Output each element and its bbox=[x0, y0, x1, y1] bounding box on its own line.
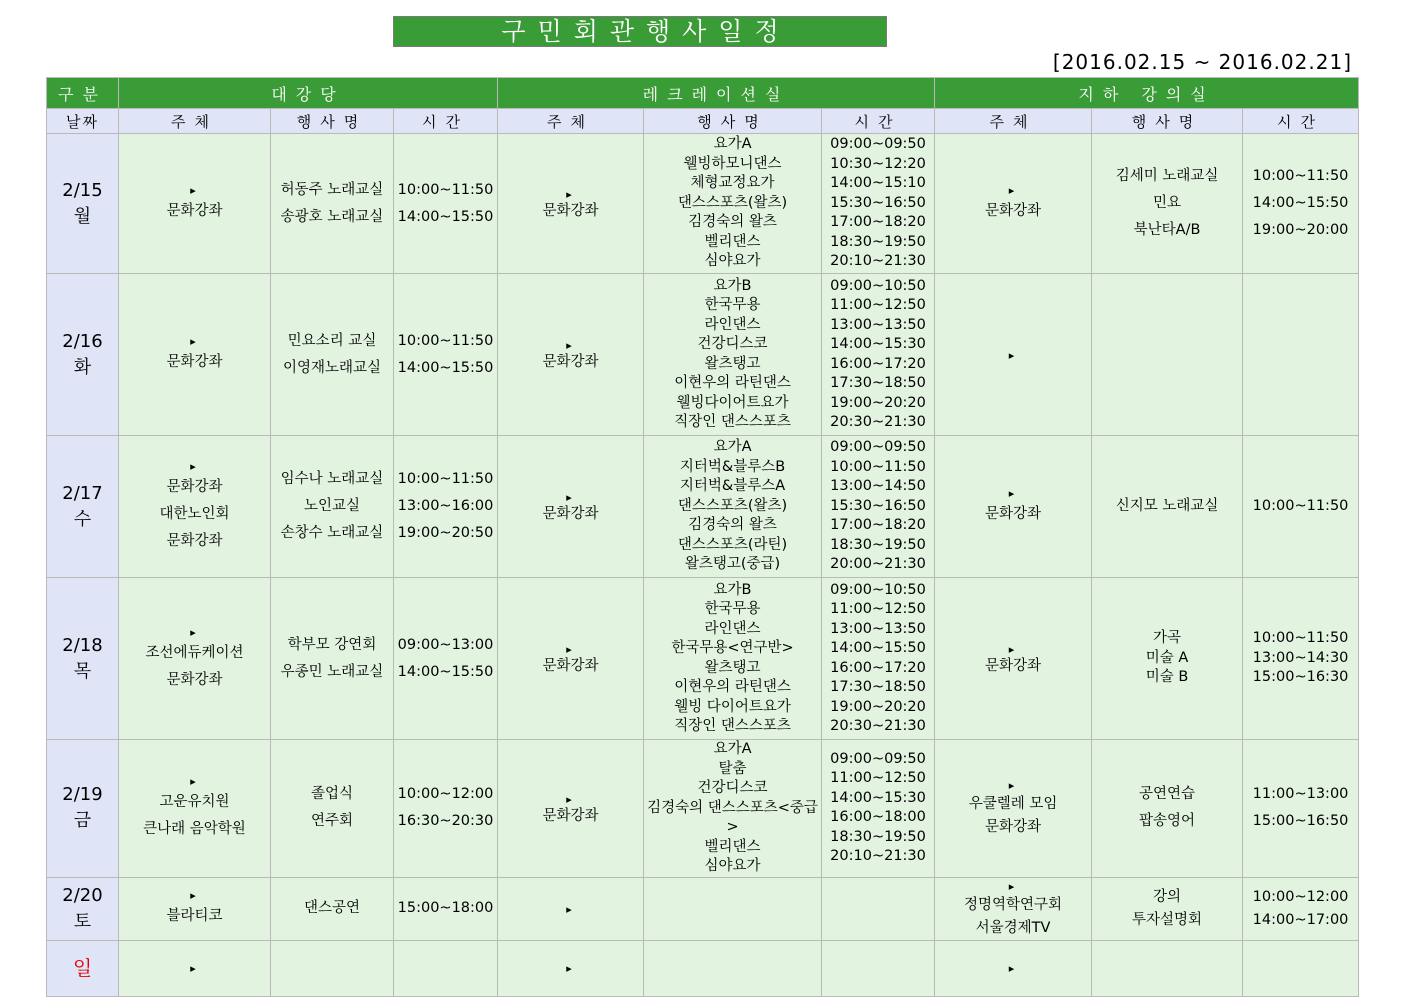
rec-event: 지터벅&블루스A bbox=[679, 478, 786, 495]
base-time: 15:00~16:50 bbox=[1252, 813, 1349, 830]
hall-time: 15:00~18:00 bbox=[397, 900, 494, 916]
base-event-cell bbox=[1092, 274, 1243, 436]
rec-event: 요가A bbox=[713, 741, 752, 757]
date-cell bbox=[47, 940, 119, 996]
base-time-cell bbox=[1243, 134, 1359, 274]
rec-event: 댄스스포츠(라틴) bbox=[677, 536, 788, 553]
hall-event-cell bbox=[271, 740, 394, 878]
day-weekday: 월 bbox=[73, 205, 92, 227]
base-event-cell bbox=[1092, 877, 1243, 940]
hall-time: 10:00~11:50 bbox=[397, 181, 494, 198]
rec-event: 한국무용 bbox=[704, 601, 761, 617]
base-time: 10:00~11:50 bbox=[1252, 630, 1349, 647]
base-time-cell bbox=[1243, 740, 1359, 878]
rec-host-cell bbox=[498, 134, 644, 274]
rec-time-cell bbox=[822, 134, 935, 274]
rec-time: 20:30~21:30 bbox=[830, 414, 926, 430]
rec-event: 요가B bbox=[713, 581, 752, 598]
hall-event-cell bbox=[271, 578, 394, 740]
rec-time: 16:00~17:20 bbox=[830, 659, 926, 676]
rec-event: 웰빙하모니댄스 bbox=[683, 155, 782, 172]
rec-time: 09:00~09:50 bbox=[830, 750, 926, 767]
day-row bbox=[47, 578, 1359, 740]
category-header: 구분 bbox=[47, 78, 119, 109]
hall-host: 대한노인회 bbox=[159, 506, 230, 522]
hall-event: 댄스공연 bbox=[303, 900, 361, 916]
hall-host-cell bbox=[119, 274, 271, 436]
day-date: 2/19 bbox=[62, 784, 103, 806]
day-row bbox=[47, 274, 1359, 436]
basement-header: 지하 강의실 bbox=[935, 78, 1359, 109]
hall-event-cell bbox=[271, 436, 394, 578]
hall-event-cell bbox=[271, 134, 394, 274]
rec-event: 댄스스포츠(왈츠) bbox=[677, 497, 788, 514]
rec-event: 김경숙의 왈츠 bbox=[688, 214, 777, 231]
rec-event-cell bbox=[644, 940, 822, 996]
base-event-cell bbox=[1092, 578, 1243, 740]
hall-host-cell bbox=[119, 134, 271, 274]
rec-time-cell bbox=[822, 940, 935, 996]
rec-host-cell bbox=[498, 436, 644, 578]
rec-event: 이현우의 라틴댄스 bbox=[674, 679, 791, 695]
rec-event: 직장인 댄스스포츠 bbox=[674, 718, 791, 734]
rec-event-cell bbox=[644, 436, 822, 578]
rec-time-header: 시간 bbox=[822, 109, 935, 134]
rec-time: 19:00~20:20 bbox=[830, 394, 926, 411]
day-weekday: 토 bbox=[73, 910, 92, 932]
hall-event: 노인교실 bbox=[303, 498, 361, 514]
rec-time: 20:30~21:30 bbox=[830, 718, 926, 734]
rec-time: 10:30~12:20 bbox=[830, 155, 926, 172]
hall-event: 민요소리 교실 bbox=[287, 332, 377, 349]
rec-event: 요가A bbox=[713, 439, 752, 456]
date-cell bbox=[47, 436, 119, 578]
hall-host: ▸ 문화강좌 bbox=[166, 479, 223, 495]
rec-time: 16:00~18:00 bbox=[830, 809, 926, 826]
base-time: 11:00~13:00 bbox=[1252, 786, 1349, 803]
base-host: ▸ 문화강좌 bbox=[985, 506, 1042, 522]
rec-time: 09:00~09:50 bbox=[830, 136, 926, 153]
rec-time: 14:00~15:30 bbox=[830, 789, 926, 806]
rec-time-cell bbox=[822, 436, 935, 578]
rec-time-cell bbox=[822, 877, 935, 940]
rec-time: 20:10~21:30 bbox=[830, 848, 926, 865]
hall-time-header: 시간 bbox=[394, 109, 498, 134]
rec-event: 이현우의 라틴댄스 bbox=[674, 375, 791, 391]
hall-time-cell bbox=[394, 877, 498, 940]
rec-host-cell bbox=[498, 274, 644, 436]
rec-event: 요가B bbox=[713, 277, 752, 294]
day-weekday: 화 bbox=[73, 356, 92, 378]
base-event-cell bbox=[1092, 740, 1243, 878]
day-row bbox=[47, 877, 1359, 940]
day-row bbox=[47, 436, 1359, 578]
base-time: 14:00~17:00 bbox=[1252, 911, 1349, 928]
hall-host-cell bbox=[119, 578, 271, 740]
base-host-cell bbox=[935, 877, 1092, 940]
hall-host: 큰나래 음악학원 bbox=[143, 821, 246, 838]
base-time-cell bbox=[1243, 578, 1359, 740]
hall-host: 문화강좌 bbox=[166, 533, 223, 549]
date-cell bbox=[47, 740, 119, 878]
rec-time: 18:30~19:50 bbox=[830, 233, 926, 250]
rec-event: 김경숙의 댄스스포츠<중급> bbox=[647, 799, 818, 835]
rec-host: ▸ 문화강좌 bbox=[542, 807, 599, 824]
day-date: 2/18 bbox=[62, 634, 103, 656]
hall-event: 학부모 강연회 bbox=[287, 636, 377, 653]
hall-host-cell bbox=[119, 740, 271, 878]
rec-time: 20:00~21:30 bbox=[830, 556, 926, 573]
rec-time: 17:00~18:20 bbox=[830, 517, 926, 534]
base-event: 공연연습 bbox=[1139, 786, 1196, 803]
hall-time: 10:00~11:50 bbox=[397, 471, 494, 487]
base-host: 문화강좌 bbox=[985, 819, 1042, 836]
base-host-cell bbox=[935, 740, 1092, 878]
hall-time: 10:00~12:00 bbox=[397, 786, 494, 803]
hall-time-cell bbox=[394, 134, 498, 274]
hall-host: ▸ 블라티코 bbox=[166, 908, 223, 924]
date-cell bbox=[47, 578, 119, 740]
base-time-cell bbox=[1243, 274, 1359, 436]
rec-time: 11:00~12:50 bbox=[830, 601, 926, 617]
rec-event: 벨리댄스 bbox=[704, 233, 761, 250]
rec-time: 17:30~18:50 bbox=[830, 679, 926, 695]
rec-event: 한국무용 bbox=[704, 297, 761, 313]
rec-event: 김경숙의 왈츠 bbox=[688, 517, 777, 534]
base-event: 강의 bbox=[1153, 888, 1182, 905]
rec-host: ▸ 문화강좌 bbox=[542, 202, 599, 219]
base-event: 신지모 노래교실 bbox=[1115, 498, 1219, 514]
rec-time: 09:00~10:50 bbox=[830, 581, 926, 598]
hall-time: 14:00~15:50 bbox=[397, 663, 494, 680]
hall-time: 19:00~20:50 bbox=[397, 525, 494, 541]
page-title: 구민회관행사일정 bbox=[393, 16, 887, 47]
hall-time: 09:00~13:00 bbox=[397, 636, 494, 653]
base-host-cell bbox=[935, 134, 1092, 274]
hall-time-cell bbox=[394, 436, 498, 578]
rec-event: 건강디스코 bbox=[697, 780, 768, 796]
base-event: 투자설명회 bbox=[1132, 911, 1203, 928]
hall-host-header: 주체 bbox=[119, 109, 271, 134]
hall-host-cell bbox=[119, 940, 271, 996]
day-weekday: 일 bbox=[72, 956, 93, 980]
rec-time: 19:00~20:20 bbox=[830, 698, 926, 715]
hall-event: 이영재노래교실 bbox=[282, 359, 382, 376]
rec-time: 20:10~21:30 bbox=[830, 253, 926, 270]
date-cell bbox=[47, 134, 119, 274]
rec-event-cell bbox=[644, 740, 822, 878]
hall-event-cell bbox=[271, 877, 394, 940]
hall-event: 허동주 노래교실 bbox=[280, 181, 384, 198]
base-time: 14:00~15:50 bbox=[1252, 195, 1349, 211]
base-time: 10:00~11:50 bbox=[1252, 498, 1349, 514]
base-time: 10:00~12:00 bbox=[1252, 888, 1349, 905]
hall-host-cell bbox=[119, 436, 271, 578]
base-event-cell bbox=[1092, 940, 1243, 996]
rec-event: 라인댄스 bbox=[704, 316, 761, 333]
base-time: 13:00~14:30 bbox=[1252, 649, 1349, 666]
hall-time: 16:30~20:30 bbox=[397, 813, 494, 830]
hall-event: 송광호 노래교실 bbox=[280, 208, 384, 225]
schedule-table bbox=[46, 77, 1359, 997]
base-time-header: 시간 bbox=[1243, 109, 1359, 134]
hall-time-cell bbox=[394, 274, 498, 436]
rec-event: 체형교정요가 bbox=[690, 175, 775, 192]
rec-time: 09:00~09:50 bbox=[830, 439, 926, 456]
rec-event-cell bbox=[644, 274, 822, 436]
base-event-header: 행사명 bbox=[1092, 109, 1243, 134]
rec-event: 왈츠탱고 bbox=[704, 355, 761, 372]
base-event: 미술 B bbox=[1145, 669, 1189, 686]
rec-time: 13:00~13:50 bbox=[830, 316, 926, 333]
date-cell bbox=[47, 274, 119, 436]
rec-event: 한국무용<연구반> bbox=[671, 640, 794, 656]
rec-host: ▸ 문화강좌 bbox=[542, 505, 599, 522]
base-host-header: 주체 bbox=[935, 109, 1092, 134]
base-host: ▸ 문화강좌 bbox=[985, 203, 1042, 219]
hall-event: 임수나 노래교실 bbox=[280, 471, 384, 487]
rec-host: ▸ 문화강좌 bbox=[542, 657, 599, 674]
hall-time: 13:00~16:00 bbox=[397, 498, 494, 514]
rec-time-cell bbox=[822, 274, 935, 436]
hall-time: 14:00~15:50 bbox=[397, 359, 494, 376]
base-event: 미술 A bbox=[1145, 649, 1189, 666]
rec-event: 탈춤 bbox=[718, 760, 747, 777]
rec-event-cell bbox=[644, 578, 822, 740]
base-event: 북난타A/B bbox=[1133, 222, 1201, 238]
rec-time: 11:00~12:50 bbox=[830, 770, 926, 787]
rec-host-cell bbox=[498, 940, 644, 996]
base-event: 가곡 bbox=[1153, 630, 1182, 647]
base-host-cell bbox=[935, 436, 1092, 578]
rec-event: 벨리댄스 bbox=[704, 838, 761, 855]
base-host: ▸ 정명역학연구회 bbox=[964, 896, 1063, 913]
base-host: 서울경제TV bbox=[975, 919, 1051, 936]
base-host-cell bbox=[935, 940, 1092, 996]
rec-event: 지터벅&블루스B bbox=[679, 458, 786, 475]
rec-event-header: 행사명 bbox=[644, 109, 822, 134]
rec-time: 15:30~16:50 bbox=[830, 497, 926, 514]
day-weekday: 수 bbox=[73, 508, 92, 530]
rec-event: 직장인 댄스스포츠 bbox=[674, 414, 791, 430]
base-host: ▸ 우쿨렐레 모임 bbox=[968, 796, 1058, 813]
hall-time-cell bbox=[394, 940, 498, 996]
hall-time: 10:00~11:50 bbox=[397, 332, 494, 349]
day-weekday: 금 bbox=[73, 810, 92, 832]
rec-event: 요가A bbox=[713, 136, 752, 153]
rec-event-cell bbox=[644, 877, 822, 940]
rec-time: 10:00~11:50 bbox=[830, 458, 926, 475]
rec-event: 댄스스포츠(왈츠) bbox=[677, 194, 788, 211]
hall-event: 손창수 노래교실 bbox=[280, 525, 384, 541]
base-time-cell bbox=[1243, 940, 1359, 996]
hall-time-cell bbox=[394, 578, 498, 740]
hall-event: 연주회 bbox=[310, 813, 354, 830]
hall-host: ▸ 조선에듀케이션 bbox=[145, 644, 244, 661]
hall-event-header: 행사명 bbox=[271, 109, 394, 134]
date-cell bbox=[47, 877, 119, 940]
rec-time: 18:30~19:50 bbox=[830, 828, 926, 845]
rec-time: 14:00~15:50 bbox=[830, 640, 926, 656]
rec-time-cell bbox=[822, 740, 935, 878]
hall-host-cell bbox=[119, 877, 271, 940]
rec-host-cell bbox=[498, 578, 644, 740]
base-event: 김세미 노래교실 bbox=[1115, 168, 1219, 184]
rec-host-header: 주체 bbox=[498, 109, 644, 134]
base-time: 10:00~11:50 bbox=[1252, 168, 1349, 184]
hall-header: 대강당 bbox=[119, 78, 498, 109]
date-range: [2016.02.15 ~ 2016.02.21] bbox=[1052, 50, 1352, 74]
rec-event: 건강디스코 bbox=[697, 336, 768, 352]
rec-event: 웰빙다이어트요가 bbox=[676, 394, 789, 411]
base-time: 19:00~20:00 bbox=[1252, 222, 1349, 238]
base-event: 민요 bbox=[1153, 195, 1182, 211]
day-date: 2/16 bbox=[62, 330, 103, 352]
rec-time: 11:00~12:50 bbox=[830, 297, 926, 313]
rec-host: ▸ 문화강좌 bbox=[542, 353, 599, 370]
day-weekday: 목 bbox=[73, 660, 92, 682]
hall-host: ▸ 문화강좌 bbox=[166, 354, 223, 370]
base-event: 팝송영어 bbox=[1139, 813, 1196, 830]
hall-host: ▸ 고운유치원 bbox=[159, 794, 230, 811]
hall-event: 우종민 노래교실 bbox=[280, 663, 384, 680]
day-row bbox=[47, 134, 1359, 274]
base-time-cell bbox=[1243, 877, 1359, 940]
rec-time: 13:00~13:50 bbox=[830, 620, 926, 637]
date-col-header: 날짜 bbox=[47, 109, 119, 134]
rec-time: 17:30~18:50 bbox=[830, 375, 926, 391]
rec-time: 09:00~10:50 bbox=[830, 277, 926, 294]
rec-host-cell bbox=[498, 877, 644, 940]
base-host: ▸ 문화강좌 bbox=[985, 657, 1042, 674]
hall-host: ▸ 문화강좌 bbox=[166, 203, 223, 219]
hall-event-cell bbox=[271, 940, 394, 996]
base-time-cell bbox=[1243, 436, 1359, 578]
rec-time: 13:00~14:50 bbox=[830, 478, 926, 495]
hall-event-cell bbox=[271, 274, 394, 436]
day-date: 2/15 bbox=[62, 179, 103, 201]
day-date: 2/17 bbox=[62, 482, 103, 504]
day-row bbox=[47, 940, 1359, 996]
rec-time: 16:00~17:20 bbox=[830, 355, 926, 372]
hall-time: 14:00~15:50 bbox=[397, 208, 494, 225]
rec-event-cell bbox=[644, 134, 822, 274]
rec-time: 15:30~16:50 bbox=[830, 194, 926, 211]
rec-event: 웰빙 다이어트요가 bbox=[674, 698, 791, 715]
base-event-cell bbox=[1092, 436, 1243, 578]
rec-time: 14:00~15:10 bbox=[830, 175, 926, 192]
day-date: 2/20 bbox=[62, 884, 103, 906]
rec-event: 왈츠탱고(중급) bbox=[684, 556, 781, 573]
rec-time: 18:30~19:50 bbox=[830, 536, 926, 553]
hall-time-cell bbox=[394, 740, 498, 878]
day-row bbox=[47, 740, 1359, 878]
rec-time: 14:00~15:30 bbox=[830, 336, 926, 352]
base-event-cell bbox=[1092, 134, 1243, 274]
rec-event: 왈츠탱고 bbox=[704, 659, 761, 676]
hall-host: 문화강좌 bbox=[166, 671, 223, 688]
rec-event: 라인댄스 bbox=[704, 620, 761, 637]
recreation-header: 레크레이션실 bbox=[498, 78, 935, 109]
base-time: 15:00~16:30 bbox=[1252, 669, 1349, 686]
rec-host-cell bbox=[498, 740, 644, 878]
rec-time-cell bbox=[822, 578, 935, 740]
hall-event: 졸업식 bbox=[310, 786, 354, 803]
base-host-cell bbox=[935, 274, 1092, 436]
rec-event: 심야요가 bbox=[704, 858, 761, 874]
base-host-cell bbox=[935, 578, 1092, 740]
rec-event: 심야요가 bbox=[704, 253, 761, 270]
rec-time: 17:00~18:20 bbox=[830, 214, 926, 231]
